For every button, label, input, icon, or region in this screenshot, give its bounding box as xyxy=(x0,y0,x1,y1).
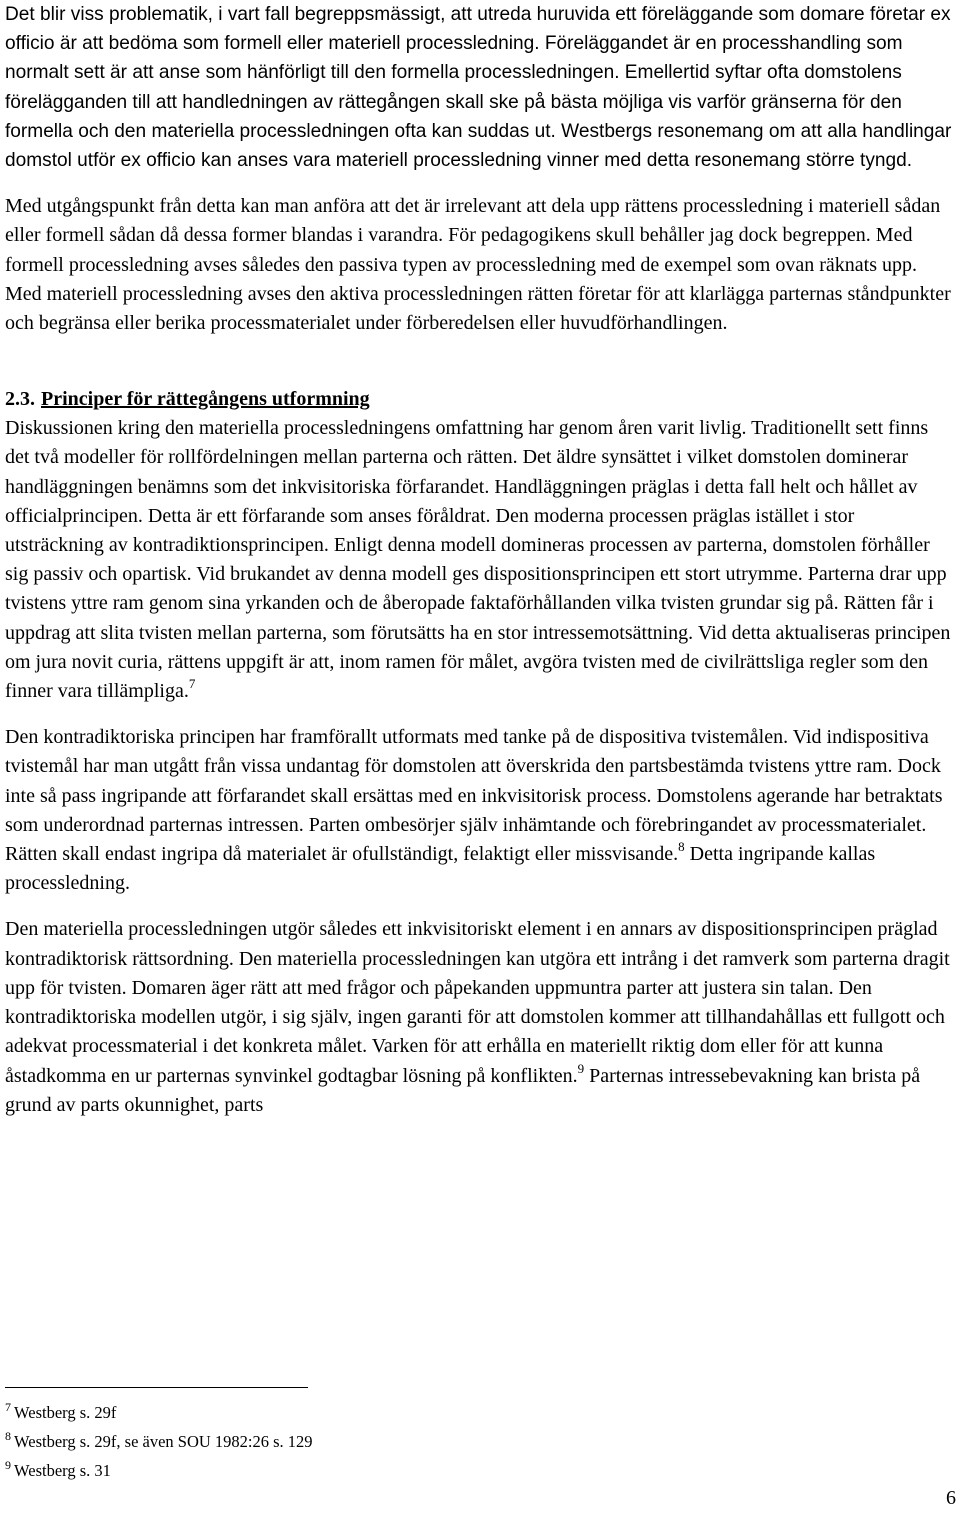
paragraph-4-text: Den kontradiktoriska principen har framförallt utformats med tanke på de dispositiva tvistemålen. Vid indispositiva tvistemål har man utgått från vissa undantag för domstolen att överskrida den partsbestämda tvistens yttre ram. Dock inte så pass ingripande att förfarandet skall ersättas med en inkvisitorisk process. Domstolens agerande har betraktats som underordnad parternas intressen. Parten ombesörjer själv inhämtande och förebringandet av processmaterialet. Rätten skall endast ingripa då materialet är ofullständigt, felaktigt eller missvisande. xyxy=(5,726,943,866)
footnote-number: 7 xyxy=(5,1400,11,1414)
paragraph-4-text-end: Detta ingripande kallas processledning. xyxy=(5,843,876,895)
footnote-ref-7[interactable]: 7 xyxy=(188,676,196,692)
paragraph-4 xyxy=(5,723,955,898)
footnote-text: Westberg s. 29f xyxy=(14,1403,117,1422)
footnote-number: 9 xyxy=(5,1458,11,1472)
paragraph-5-text: Den materiella processledningen utgör således ett inkvisitoriskt element i en annars av dispositionsprincipen präglad kontradiktorisk rättsordning. Den materiella processledningen kan utgöra ett intrång i det ramverk som parterna dragit upp för tvisten. Domaren äger rätt att med frågor och påpekanden uppmuntra parter att justera sin talan. Den kontradiktoriska modellen utgör, i sig själv, ingen garanti för att domstolen kommer att tillhandahållas ett fullgott och adekvat processmaterial i det konkreta målet. Varken för att erhålla en materiellt riktig dom eller för att kunna åstadkomma en ur parternas synvinkel godtagbar lösning på konflikten. xyxy=(5,918,950,1087)
paragraph-3-text: Diskussionen kring den materiella processledningens omfattning har genom åren varit livlig. Traditionellt sett finns det två modeller för rollfördelningen mellan parterna och rätten. Det äldre synsättet i vilket domstolen dominerar handläggningen benämns som det inkvisitoriska förfarandet. Handläggningen präglas i detta fall helt och hållet av officialprincipen. Detta är ett förfarande som anses föråldrat. Den moderna processen präglas istället i stor utsträckning av kontradiktionsprincipen. Enligt denna modell domineras processen av parterna, domstolen förhåller sig passiv och opartisk. Vid brukandet av denna modell ges dispositionsprincipen ett stort utrymme. Parterna drar upp tvistens yttre ram genom sina yrkanden och de åberopade faktaförhållanden vilka tvisten grundar sig på. Rätten får i uppdrag att slita tvisten mellan parterna, som förutsätts ha en stor intressemotsättning. Vid detta aktualiseras principen om jura novit curia, rättens uppgift är att, inom ramen för målet, avgöra tvisten med de civilrättsliga regler som den finner vara tillämpliga. xyxy=(5,417,951,703)
footnotes xyxy=(5,1398,313,1485)
paragraph-5 xyxy=(5,915,955,1119)
footnote-number: 8 xyxy=(5,1429,11,1443)
footnote-7 xyxy=(5,1398,313,1427)
page-number: 6 xyxy=(946,1487,956,1509)
footnote-text: Westberg s. 31 xyxy=(14,1461,111,1480)
footnote-ref-8[interactable]: 8 xyxy=(678,839,685,855)
paragraph-2 xyxy=(5,192,955,338)
footnote-8 xyxy=(5,1427,313,1456)
paragraph-3 xyxy=(5,414,955,706)
paragraph-1-text: Det blir viss problematik, i vart fall begreppsmässigt, att utreda huruvida ett föreläggande som domare företar ex officio är att bedöma som formell eller materiell processledning. Föreläggandet är en processhandling som normalt sett är att anse som hänförligt till den formella processledningen. Emellertid syftar ofta domstolens förelägganden till att handledningen av rättegången skall ske på bästa möjliga vis varför gränserna för den formella och den materiella processledningen ofta kan suddas ut. Westbergs resonemang om att alla handlingar domstol utför ex officio kan anses vara materiell processledning vinner med detta resonemang större tyngd. xyxy=(5,4,952,172)
paragraph-5-text-end: Parternas intressebevakning kan brista på grund av parts okunnighet, parts xyxy=(5,1064,921,1116)
section-title: Principer för rättegångens utformning xyxy=(41,388,370,411)
section-number: 2.3. xyxy=(5,388,35,411)
document-page xyxy=(5,0,955,1120)
section-heading xyxy=(5,385,955,414)
footnote-ref-9[interactable]: 9 xyxy=(577,1060,585,1076)
paragraph-1 xyxy=(5,0,955,175)
footnote-divider xyxy=(5,1387,308,1388)
footnote-text: Westberg s. 29f, se även SOU 1982:26 s. 129 xyxy=(14,1432,313,1451)
footnote-9 xyxy=(5,1456,313,1485)
paragraph-2-text: Med utgångspunkt från detta kan man anföra att det är irrelevant att dela upp rättens processledning i materiell sådan eller formell sådan då dessa former blandas i varandra. För pedagogikens skull behåller jag dock begreppen. Med formell processledning avses således den passiva typen av processledning med de exempel som ovan räknats upp. Med materiell processledning avses den aktiva processledningen rätten företar för att klarlägga parternas ståndpunkter och begränsa eller berika processmaterialet under förberedelsen eller huvudförhandlingen. xyxy=(5,195,951,335)
